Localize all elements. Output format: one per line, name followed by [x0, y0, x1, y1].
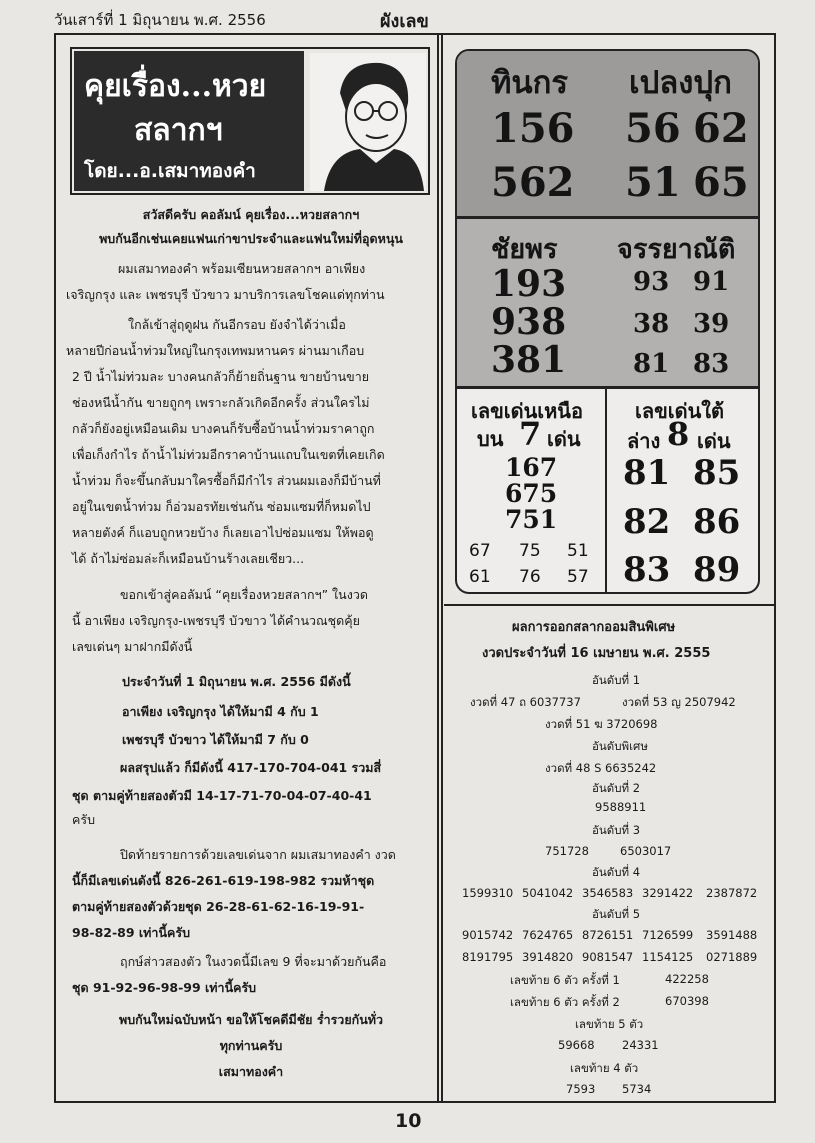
- column-line: น้ำท่วม ก็จะขึ้นกลับมาใครซื้อก็มีกำไร ส่วนผมเองก็มีบ้านที่: [72, 473, 381, 488]
- prize-entry: งวดที่ 47 ถ 6037737: [470, 695, 581, 709]
- column-divider: [437, 35, 443, 1101]
- two-digit-number: 56: [625, 105, 681, 152]
- column-line: อาเพียง เจริญกรุง ได้ให้มามี 4 กับ 1: [122, 704, 319, 719]
- prize-entry: งวดที่ 48 S 6635242: [545, 761, 657, 775]
- two-digit-number: 85: [693, 453, 741, 493]
- prize-number: 6503017: [620, 844, 672, 858]
- band-separator: [457, 386, 758, 389]
- prize-number: 2387872: [706, 886, 758, 900]
- prize-entry: งวดที่ 51 ฆ 3720698: [545, 717, 658, 731]
- column-line: ชุด ตามคู่ท้ายสองตัวมี 14-17-71-70-04-07-40-41: [72, 788, 372, 803]
- north-sub-a: บน: [477, 427, 504, 451]
- column-line: ขอกเข้าสู่คอลัมน์ “คุยเรื่องหวยสลากฯ” ในงวด: [120, 587, 368, 602]
- column-line: กลัวก็ยังอยู่เหมือนเดิม บางคนก็รับซื้อบ้านน้ำท่วมราคาถูก: [72, 421, 375, 436]
- last-digits-label: เลขท้าย 5 ตัว: [575, 1017, 644, 1031]
- page-number: 10: [395, 1110, 422, 1132]
- column-line: ช่องหนีน้ำกัน ขายถูกๆ เพราะกลัวเกิดอีกครั้ง ส่วนใครไม่: [72, 395, 370, 410]
- banner-byline: โดย...อ.เสมาทองคำ: [84, 160, 256, 182]
- column-line: หลายปีก่อนน้ำท่วมใหญ่ในกรุงเทพมหานคร ผ่านมาเกือบ: [66, 343, 365, 358]
- banner-title-line-1: คุยเรื่อง...หวย: [84, 69, 267, 104]
- prize-entry: งวดที่ 53 ญ 2507942: [622, 695, 736, 709]
- prize-number: 7624765: [522, 928, 574, 942]
- column-line: ผลสรุปแล้ว ก็มีดังนี้ 417-170-704-041 รวมสี่: [120, 760, 382, 775]
- prize-number: 3291422: [642, 886, 694, 900]
- prize-number: 751728: [545, 844, 589, 858]
- column-line: ฤกษ์ส่าวสองตัว ในงวดนี้มีเลข 9 ที่จะมาด้วยกันคือ: [120, 954, 387, 969]
- two-digit-number: 65: [693, 159, 749, 206]
- column-line: อยู่ในเขตน้ำท่วม ก็อ่วมอรทัยเช่นกัน ซ่อมแซมที่ก็หมดไป: [72, 499, 371, 514]
- column-line: ทุกท่านครับ: [219, 1038, 283, 1053]
- south-title: เลขเด่นใต้: [635, 399, 725, 423]
- prize-number: 8191795: [462, 950, 514, 964]
- prize-number: 7126599: [642, 928, 694, 942]
- three-digit-number: 193: [491, 263, 567, 305]
- column-line: 2 ปี น้ำไม่ท่วมละ บางคนกลัวก็ย้ายถิ่นฐาน ขายบ้านขาย: [72, 369, 370, 384]
- two-digit-number: 57: [567, 567, 589, 587]
- banner-title-line-2: สลากฯ: [134, 113, 223, 148]
- section-rule: [444, 604, 774, 606]
- two-digit-number: 75: [519, 541, 541, 561]
- lottery-results-box: [455, 49, 760, 594]
- prize-number: 1599310: [462, 886, 514, 900]
- last-digits-number: 59668: [558, 1038, 595, 1052]
- two-digit-number: 39: [693, 309, 730, 339]
- prize-number: 9081547: [582, 950, 634, 964]
- prize-number: 8726151: [582, 928, 634, 942]
- column-line: 98-82-89 เท่านี้ครับ: [72, 925, 190, 940]
- column-line: ชุด 91-92-96-98-99 เท่านี้ครับ: [72, 980, 257, 995]
- three-digit-number: 675: [505, 479, 558, 508]
- two-digit-number: 81: [633, 349, 670, 379]
- prize-number: 3591488: [706, 928, 758, 942]
- rank-heading: อันดับพิเศษ: [592, 739, 648, 753]
- three-digit-number: 156: [491, 105, 575, 152]
- column-line: ประจำวันที่ 1 มิถุนายน พ.ศ. 2556 มีดังนี้: [122, 674, 351, 689]
- column-banner: [70, 47, 430, 195]
- rank-heading: อันดับที่ 5: [592, 907, 641, 921]
- column-line: ตามคู่ท้ายสองตัวด้วยชุด 26-28-61-62-16-19-91-: [72, 899, 365, 914]
- prize-number: 5041042: [522, 886, 574, 900]
- last-digits-number: 5734: [622, 1082, 652, 1096]
- prize-number: 9588911: [595, 800, 647, 814]
- rank-heading: อันดับที่ 1: [592, 673, 641, 687]
- three-digit-number: 751: [505, 505, 558, 534]
- three-digit-number: 167: [505, 453, 558, 482]
- two-digit-number: 76: [519, 567, 541, 587]
- prize-number: 9015742: [462, 928, 514, 942]
- last-digits-number: 670398: [665, 994, 709, 1008]
- column-line: เพื่อเก็งกำไร ถ้าน้ำไม่ท่วมอีกราคาบ้านแถบในเขตที่เคยเกิด: [72, 447, 385, 462]
- last-digits-number: 7593: [566, 1082, 596, 1096]
- expert-name-plengpuk: เปลงปุก: [629, 65, 732, 101]
- two-digit-number: 67: [469, 541, 491, 561]
- column-line: เพชรบุรี บัวขาว ได้ให้มามี 7 กับ 0: [122, 732, 309, 747]
- three-digit-number: 938: [491, 301, 567, 343]
- column-line: ครับ: [72, 812, 96, 827]
- prize-number: 3546583: [582, 886, 634, 900]
- two-digit-number: 62: [693, 105, 749, 152]
- two-digit-number: 83: [693, 349, 730, 379]
- three-digit-number: 381: [491, 339, 567, 381]
- publication-name: ผังเลข: [380, 11, 429, 32]
- north-digit: 7: [519, 415, 542, 453]
- south-digit: 8: [667, 415, 690, 453]
- two-digit-number: 89: [693, 550, 741, 590]
- column-separator: [605, 389, 607, 594]
- prize-number: 0271889: [706, 950, 758, 964]
- column-line: หลายตังค์ ก็แอบถูกหวยบ้าง ก็เลยเอาไปซ่อมแซม ให้พอดู: [72, 525, 374, 540]
- expert-name-janyanut: จรรยาณัติ: [617, 234, 736, 265]
- two-digit-number: 38: [633, 309, 670, 339]
- two-digit-number: 51: [625, 159, 681, 206]
- last-digits-label: เลขท้าย 6 ตัว ครั้งที่ 1: [510, 973, 620, 987]
- two-digit-number: 81: [623, 453, 671, 493]
- column-line: ปิดท้ายรายการด้วยเลขเด่นจาก ผมเสมาทองคำ งวด: [120, 847, 396, 862]
- expert-name-tinnakorn: ทินกร: [491, 65, 569, 101]
- north-title: เลขเด่นเหนือ: [471, 399, 583, 423]
- south-sub-b: เด่น: [697, 429, 731, 453]
- column-line: เสมาทองคำ: [218, 1064, 284, 1079]
- last-digits-number: 24331: [622, 1038, 659, 1052]
- column-line: นี้ อาเพียง เจริญกรุง-เพชรบุรี บัวขาว ได้คำนวณชุดคุ้ย: [72, 613, 360, 628]
- column-line: ได้ ถ้าไม่ซ่อมล่ะก็เหมือนบ้านร้างเลยเชียว...: [72, 551, 305, 566]
- column-line: พบกันใหม่ฉบับหน้า ขอให้โชคดีมีชัย ร่ำรวยกันทั่ว: [118, 1012, 384, 1027]
- two-digit-number: 82: [623, 502, 671, 542]
- three-digit-number: 562: [491, 159, 575, 206]
- north-sub-b: เด่น: [547, 427, 581, 451]
- two-digit-number: 83: [623, 550, 671, 590]
- rank-heading: อันดับที่ 2: [592, 781, 641, 795]
- column-line: สวัสดีครับ คอลัมน์ คุยเรื่อง...หวยสลากฯ: [142, 207, 360, 222]
- last-digits-number: 422258: [665, 972, 709, 986]
- author-portrait-icon: [310, 53, 426, 191]
- column-line: เลขเด่นๆ มาฝากมีดังนี้: [72, 639, 193, 654]
- column-line: ผมเสมาทองคำ พร้อมเซียนหวยสลากฯ อาเพียง: [118, 261, 366, 276]
- last-digits-label: เลขท้าย 4 ตัว: [570, 1061, 639, 1075]
- two-digit-number: 93: [633, 267, 670, 297]
- column-line: ใกล้เข้าสู่ฤดูฝน กันอีกรอบ ยังจำได้ว่าเมื่อ: [128, 317, 346, 332]
- column-line: เจริญกรุง และ เพชรบุรี บัวขาว มาบริการเลขโชคแด่ทุกท่าน: [66, 287, 385, 302]
- two-digit-number: 86: [693, 502, 741, 542]
- banner-background: [74, 51, 304, 191]
- prize-number: 3914820: [522, 950, 574, 964]
- column-line: นี้ก็มีเลขเด่นดังนี้ 826-261-619-198-982 รวมห้าชุด: [72, 873, 375, 888]
- issue-date: วันเสาร์ที่ 1 มิถุนายน พ.ศ. 2556: [54, 11, 266, 29]
- rank-heading: อันดับที่ 4: [592, 865, 641, 879]
- prize-number: 1154125: [642, 950, 694, 964]
- two-digit-number: 51: [567, 541, 589, 561]
- two-digit-number: 91: [693, 267, 730, 297]
- rank-heading: อันดับที่ 3: [592, 823, 641, 837]
- last-digits-label: เลขท้าย 6 ตัว ครั้งที่ 2: [510, 995, 620, 1009]
- special-subtitle: งวดประจำวันที่ 16 เมษายน พ.ศ. 2555: [482, 646, 711, 661]
- special-title: ผลการออกสลากออมสินพิเศษ: [512, 620, 676, 635]
- expert-name-chaiyaporn: ชัยพร: [491, 234, 558, 265]
- two-digit-number: 61: [469, 567, 491, 587]
- column-line: พบกันอีกเช่นเคยแฟนเก่าขาประจำและแฟนใหม่ที่อุดหนุน: [99, 231, 403, 246]
- south-sub-a: ล่าง: [627, 429, 661, 453]
